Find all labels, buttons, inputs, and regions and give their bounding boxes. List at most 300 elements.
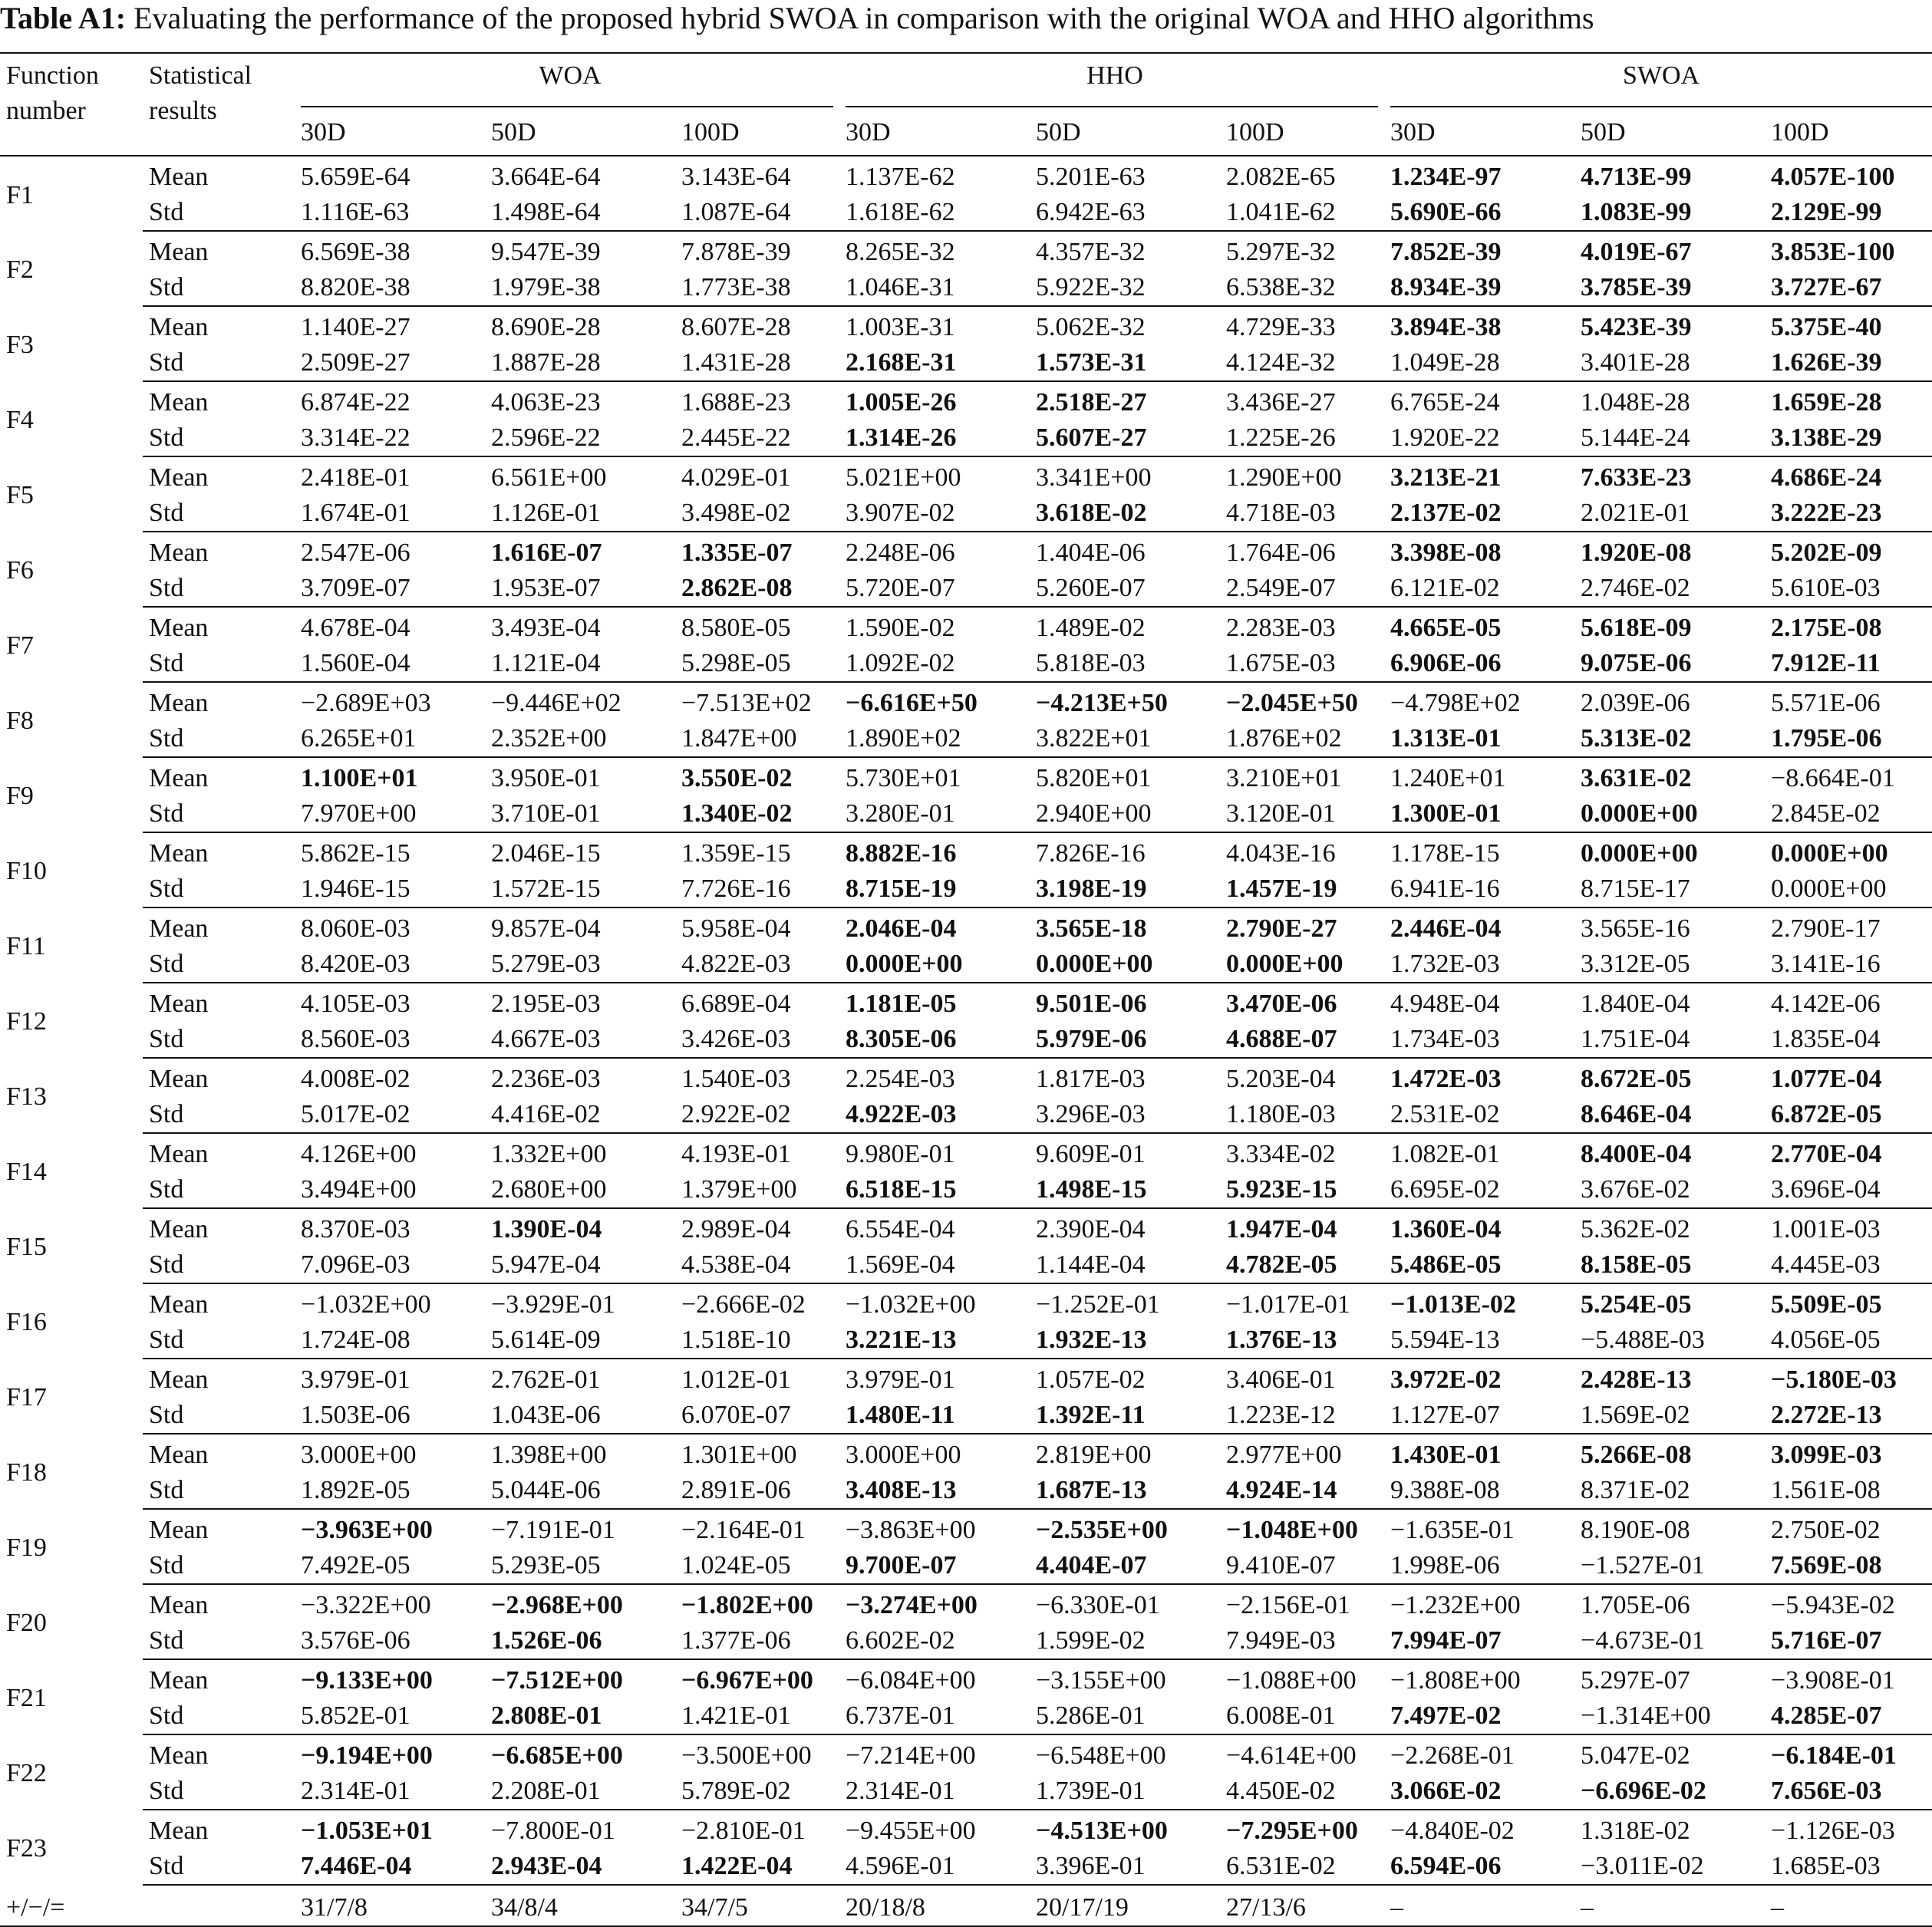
stat-label-cell: Mean [149,914,209,943]
value-cell: 4.043E-16 [1226,839,1336,868]
value-cell: 5.862E-15 [301,839,410,868]
value-cell: 9.857E-04 [491,914,601,943]
value-cell: 4.057E-100 [1771,163,1895,191]
value-cell: 3.406E-01 [1226,1365,1336,1394]
stat-label-cell: Std [143,1548,295,1584]
value-cell: −6.967E+00 [681,1666,813,1695]
value-cell: 3.979E-01 [846,1365,955,1394]
summary-value-cell: – [1574,1885,1765,1926]
value-cell: 2.531E-02 [1384,1097,1574,1133]
value-cell: −3.011E-02 [1574,1849,1765,1885]
value-cell: 1.340E-02 [675,796,839,832]
value-cell: −1.527E-01 [1574,1548,1765,1584]
value-cell: 1.618E-62 [839,195,1030,231]
stat-label-cell: Mean [149,990,209,1018]
function-number-cell: F6 [6,556,34,585]
summary-row [0,1885,1932,1926]
value-cell: 5.202E-09 [1771,539,1882,567]
stat-label-cell: Std [143,571,295,607]
stat-label-cell: Mean [149,1365,209,1394]
value-cell: 3.066E-02 [1384,1774,1574,1810]
value-cell: −2.810E-01 [681,1817,806,1845]
value-cell: 3.210E+01 [1226,764,1342,792]
table-row-std [0,1473,1932,1509]
table-row-std [0,1323,1932,1359]
value-cell: 7.096E-03 [295,1247,485,1283]
value-cell: −1.314E+00 [1574,1698,1765,1734]
value-cell: 5.610E-03 [1765,571,1932,607]
value-cell: 1.360E-04 [1390,1215,1502,1243]
value-cell: 1.313E-01 [1384,721,1574,757]
value-cell: 2.518E-27 [1036,388,1147,417]
value-cell: 1.480E-11 [839,1398,1030,1434]
function-number-cell: F4 [6,406,34,434]
table-row-mean [0,1810,1932,1849]
value-cell: 3.494E+00 [295,1172,485,1208]
value-cell: 3.565E-18 [1036,914,1147,943]
value-cell: 6.531E-02 [1220,1849,1384,1885]
value-cell: −5.180E-03 [1771,1365,1897,1394]
value-cell: 1.048E-28 [1581,388,1690,417]
summary-value-cell: – [1765,1885,1932,1926]
value-cell: 1.332E+00 [491,1140,607,1168]
table-row-std [0,1398,1932,1434]
value-cell: −3.863E+00 [846,1516,976,1544]
value-cell: 1.764E-06 [1226,539,1336,567]
value-cell: 3.950E-01 [491,764,601,792]
value-cell: 2.891E-06 [675,1473,839,1509]
value-cell: 5.286E-01 [1030,1698,1220,1734]
value-cell: 4.416E-02 [485,1097,675,1133]
value-cell: −1.802E+00 [681,1591,813,1619]
value-cell: 3.785E-39 [1574,270,1765,306]
value-cell: 8.158E-05 [1574,1247,1765,1283]
value-cell: 1.890E+02 [839,721,1030,757]
value-cell: 4.193E-01 [681,1140,791,1168]
stat-label-cell: Std [143,947,295,983]
value-cell: 1.092E-02 [839,646,1030,682]
value-cell: 7.569E-08 [1765,1548,1932,1584]
value-cell: 1.526E-06 [485,1623,675,1659]
value-cell: −1.017E-01 [1226,1290,1350,1319]
value-cell: −7.513E+02 [681,689,812,717]
value-cell: −3.929E-01 [491,1290,615,1319]
table-row-mean [0,456,1932,496]
value-cell: 8.715E-19 [839,871,1030,908]
value-cell: 1.024E-05 [675,1548,839,1584]
stat-label-cell: Mean [149,839,209,868]
function-number-cell: F11 [6,932,46,960]
value-cell: 4.357E-32 [1036,238,1146,266]
stat-label-cell: Mean [149,1666,209,1695]
function-number-cell: F14 [6,1158,47,1186]
value-cell: 1.724E-08 [295,1323,485,1359]
table-caption [0,0,1594,37]
value-cell: 8.190E-08 [1581,1516,1690,1544]
value-cell: 6.518E-15 [839,1172,1030,1208]
stat-label-cell: Mean [149,313,209,341]
value-cell: 3.822E+01 [1030,721,1220,757]
value-cell: 5.298E-05 [675,646,839,682]
value-cell: 1.223E-12 [1220,1398,1384,1434]
table-row-mean [0,1208,1932,1247]
value-cell: 1.181E-05 [846,990,957,1018]
function-number-cell: F2 [6,255,34,284]
value-cell: 9.410E-07 [1220,1548,1384,1584]
value-cell: 0.000E+00 [1765,871,1932,908]
value-cell: 4.718E-03 [1220,496,1384,532]
table-row-mean [0,156,1932,195]
value-cell: 4.596E-01 [839,1849,1030,1885]
value-cell: 6.695E-02 [1384,1172,1574,1208]
value-cell: 4.029E-01 [681,463,791,492]
value-cell: 1.773E-38 [675,270,839,306]
value-cell: −6.548E+00 [1036,1741,1166,1770]
value-cell: 2.596E-22 [485,420,675,456]
value-cell: 5.618E-09 [1581,614,1692,642]
value-cell: −2.666E-02 [681,1290,806,1319]
stat-label-cell: Mean [149,689,209,717]
value-cell: 3.280E-01 [839,796,1030,832]
value-cell: 1.126E-01 [485,496,675,532]
table-row-std [0,1172,1932,1208]
value-cell: 5.958E-04 [681,914,791,943]
value-cell: 1.876E+02 [1220,721,1384,757]
value-cell: 1.049E-28 [1384,345,1574,381]
value-cell: 8.370E-03 [301,1215,410,1243]
value-cell: 1.379E+00 [675,1172,839,1208]
value-cell: 1.335E-07 [681,539,793,567]
value-cell: 6.737E-01 [839,1698,1030,1734]
summary-label-cell: +/−/= [0,1885,295,1926]
value-cell: 5.923E-15 [1220,1172,1384,1208]
value-cell: 5.818E-03 [1030,646,1220,682]
stat-label-cell: Std [143,1774,295,1810]
value-cell: 8.560E-03 [295,1022,485,1058]
value-cell: 2.428E-13 [1581,1365,1692,1394]
value-cell: 6.906E-06 [1384,646,1574,682]
value-cell: 2.790E-17 [1771,914,1881,943]
value-cell: 0.000E+00 [1574,796,1765,832]
value-cell: 5.423E-39 [1581,313,1692,341]
value-cell: 3.401E-28 [1574,345,1765,381]
function-number-cell: F17 [6,1383,47,1411]
value-cell: 1.590E-02 [846,614,955,642]
value-cell: −6.696E-02 [1574,1774,1765,1810]
stat-label-cell: Mean [149,1441,209,1469]
value-cell: 1.398E+00 [491,1441,607,1469]
value-cell: 2.547E-06 [301,539,410,567]
value-cell: 5.720E-07 [839,571,1030,607]
value-cell: 3.493E-04 [491,614,601,642]
table-row-std [0,1698,1932,1734]
value-cell: 1.560E-04 [295,646,485,682]
value-cell: 3.894E-38 [1390,313,1502,341]
value-cell: 1.390E-04 [491,1215,602,1243]
value-cell: 3.213E-21 [1390,463,1502,492]
value-cell: 1.887E-28 [485,345,675,381]
function-number-cell: F12 [6,1007,47,1036]
table-caption-label: Table A1: [0,1,127,35]
value-cell: 1.920E-08 [1581,539,1692,567]
value-cell: 3.576E-06 [295,1623,485,1659]
value-cell: 5.362E-02 [1581,1215,1690,1243]
value-cell: 5.509E-05 [1771,1290,1882,1319]
value-cell: 1.300E-01 [1384,796,1574,832]
function-number-cell: F9 [6,782,34,810]
value-cell: 5.979E-06 [1030,1022,1220,1058]
stat-label-cell: Std [143,270,295,306]
statistical-results-header-line2: results [149,97,217,125]
value-cell: 1.359E-15 [681,839,791,868]
value-cell: 1.835E-04 [1765,1022,1932,1058]
value-cell: 2.770E-04 [1771,1140,1882,1168]
value-cell: 2.254E-03 [846,1065,955,1093]
stat-label-cell: Std [143,646,295,682]
value-cell: 3.426E-03 [675,1022,839,1058]
value-cell: 6.070E-07 [675,1398,839,1434]
value-cell: 3.979E-01 [301,1365,410,1394]
value-cell: 0.000E+00 [1220,947,1384,983]
value-cell: 4.686E-24 [1771,463,1882,492]
value-cell: 3.727E-67 [1765,270,1932,306]
value-cell: −8.664E-01 [1771,764,1895,792]
value-cell: 3.408E-13 [839,1473,1030,1509]
value-cell: 1.127E-07 [1384,1398,1574,1434]
value-cell: 1.043E-06 [485,1398,675,1434]
value-cell: 2.445E-22 [675,420,839,456]
value-cell: −1.013E-02 [1390,1290,1516,1319]
value-cell: 2.195E-03 [491,990,601,1018]
function-number-cell: F23 [6,1834,47,1863]
value-cell: 4.285E-07 [1765,1698,1932,1734]
value-cell: 1.795E-06 [1765,721,1932,757]
value-cell: −6.184E-01 [1771,1741,1897,1770]
function-number-cell: F7 [6,631,34,660]
value-cell: 3.143E-64 [681,163,791,191]
value-cell: 4.124E-32 [1220,345,1384,381]
stat-label-cell: Mean [149,1140,209,1168]
value-cell: 6.121E-02 [1384,571,1574,607]
value-cell: 1.430E-01 [1390,1441,1502,1469]
value-cell: 2.175E-08 [1771,614,1882,642]
dimension-header: 50D [1574,107,1765,156]
value-cell: 1.376E-13 [1220,1323,1384,1359]
value-cell: 6.874E-22 [301,388,410,417]
value-cell: 9.609E-01 [1036,1140,1146,1168]
stat-label-cell: Std [143,721,295,757]
value-cell: 1.674E-01 [295,496,485,532]
value-cell: 5.659E-64 [301,163,410,191]
function-number-cell: F19 [6,1533,47,1562]
value-cell: 5.716E-07 [1765,1623,1932,1659]
stat-label-cell: Std [143,1398,295,1434]
value-cell: 1.046E-31 [839,270,1030,306]
stat-label-cell: Std [143,871,295,908]
table-body [0,156,1932,1926]
value-cell: 5.266E-08 [1581,1441,1692,1469]
value-cell: 1.083E-99 [1574,195,1765,231]
stat-label-cell: Mean [149,764,209,792]
value-cell: 7.970E+00 [295,796,485,832]
group-header-hho-label: HHO [1086,61,1143,90]
value-cell: 2.208E-01 [485,1774,675,1810]
function-number-cell: F10 [6,857,47,885]
value-cell: 1.404E-06 [1036,539,1146,567]
value-cell: 3.396E-01 [1030,1849,1220,1885]
stat-label-cell: Mean [149,1290,209,1319]
value-cell: 1.847E+00 [675,721,839,757]
value-cell: 3.341E+00 [1036,463,1152,492]
value-cell: 5.571E-06 [1771,689,1881,717]
value-cell: −3.963E+00 [301,1516,433,1544]
stat-label-cell: Std [143,1623,295,1659]
value-cell: 2.283E-03 [1226,614,1336,642]
value-cell: 4.126E+00 [301,1140,417,1168]
value-cell: 5.293E-05 [485,1548,675,1584]
table-row-std [0,1623,1932,1659]
value-cell: 5.852E-01 [295,1698,485,1734]
function-number-cell: F8 [6,707,34,735]
value-cell: 2.845E-02 [1765,796,1932,832]
value-cell: 3.498E-02 [675,496,839,532]
value-cell: −1.635E-01 [1390,1516,1515,1544]
value-cell: 0.000E+00 [1581,839,1698,868]
value-cell: 3.296E-03 [1030,1097,1220,1133]
value-cell: −5.943E-02 [1771,1591,1895,1619]
value-cell: −9.133E+00 [301,1666,433,1695]
value-cell: 2.746E-02 [1574,571,1765,607]
value-cell: 4.063E-23 [491,388,601,417]
value-cell: 5.254E-05 [1581,1290,1692,1319]
value-cell: 2.862E-08 [675,571,839,607]
table-row-std [0,721,1932,757]
dimension-header: 30D [1384,107,1574,156]
value-cell: −2.968E+00 [491,1591,623,1619]
value-cell: 8.715E-17 [1574,871,1765,908]
stat-label-cell: Mean [149,163,209,191]
value-cell: 1.489E-02 [1036,614,1146,642]
value-cell: 1.234E-97 [1390,163,1502,191]
value-cell: 1.472E-03 [1390,1065,1502,1093]
value-cell: −3.322E+00 [301,1591,431,1619]
value-cell: 3.314E-22 [295,420,485,456]
value-cell: 5.297E-32 [1226,238,1336,266]
stat-label-cell: Mean [149,463,209,492]
value-cell: 1.077E-04 [1771,1065,1882,1093]
value-cell: 2.943E-04 [485,1849,675,1885]
value-cell: −7.295E+00 [1226,1817,1358,1845]
value-cell: 6.538E-32 [1220,270,1384,306]
value-cell: 3.907E-02 [839,496,1030,532]
value-cell: 1.421E-01 [675,1698,839,1734]
value-cell: 1.144E-04 [1030,1247,1220,1283]
value-cell: 1.953E-07 [485,571,675,607]
stat-label-cell: Std [143,195,295,231]
value-cell: 1.599E-02 [1030,1623,1220,1659]
value-cell: 2.272E-13 [1765,1398,1932,1434]
value-cell: 2.390E-04 [1036,1215,1146,1243]
value-cell: 8.882E-16 [846,839,957,868]
table-row-std [0,195,1932,231]
value-cell: −3.500E+00 [681,1741,812,1770]
table-row-std [0,420,1932,456]
value-cell: 1.498E-64 [485,195,675,231]
value-cell: 2.790E-27 [1226,914,1337,943]
value-cell: 1.998E-06 [1384,1548,1574,1584]
value-cell: 1.688E-23 [681,388,791,417]
value-cell: 1.932E-13 [1030,1323,1220,1359]
stat-label-cell: Std [143,1323,295,1359]
value-cell: 3.312E-05 [1574,947,1765,983]
value-cell: 8.607E-28 [681,313,791,341]
value-cell: 4.729E-33 [1226,313,1336,341]
function-number-cell: F16 [6,1308,47,1336]
value-cell: 4.450E-02 [1220,1774,1384,1810]
value-cell: −7.191E-01 [491,1516,615,1544]
table-row-std [0,571,1932,607]
value-cell: 2.046E-15 [491,839,601,868]
group-header-woa-label: WOA [539,61,602,90]
table-row-std [0,1548,1932,1584]
value-cell: 4.445E-03 [1765,1247,1932,1283]
value-cell: 3.436E-27 [1226,388,1336,417]
value-cell: 3.099E-03 [1771,1441,1882,1469]
value-cell: 1.100E+01 [301,764,418,792]
value-cell: 2.977E+00 [1226,1441,1342,1469]
value-cell: 4.538E-04 [675,1247,839,1283]
value-cell: 5.297E-07 [1581,1666,1690,1695]
value-cell: 1.626E-39 [1765,345,1932,381]
value-cell: 5.201E-63 [1036,163,1146,191]
value-cell: 1.732E-03 [1384,947,1574,983]
function-number-cell: F15 [6,1233,47,1261]
value-cell: −7.800E-01 [491,1817,615,1845]
group-header-swoa [1384,53,1932,107]
value-cell: −4.513E+00 [1036,1817,1168,1845]
value-cell: 1.116E-63 [295,195,485,231]
value-cell: 3.000E+00 [301,1441,417,1469]
value-cell: 3.710E-01 [485,796,675,832]
stat-label-cell: Std [143,496,295,532]
function-number-cell: F5 [6,481,34,509]
value-cell: 1.057E-02 [1036,1365,1146,1394]
stat-label-cell: Std [143,1473,295,1509]
value-cell: −1.088E+00 [1226,1666,1357,1695]
dimension-header: 30D [839,107,1030,156]
value-cell: 9.547E-39 [491,238,601,266]
value-cell: 3.618E-02 [1030,496,1220,532]
value-cell: 4.056E-05 [1765,1323,1932,1359]
value-cell: 3.470E-06 [1226,990,1337,1018]
value-cell: 5.062E-32 [1036,313,1146,341]
value-cell: 9.075E-06 [1574,646,1765,682]
stat-label-cell: Mean [149,1215,209,1243]
table-row-mean [0,682,1932,721]
value-cell: 6.265E+01 [295,721,485,757]
value-cell: 5.594E-13 [1384,1323,1574,1359]
value-cell: 0.000E+00 [1771,839,1888,868]
value-cell: 3.565E-16 [1581,914,1690,943]
value-cell: 8.934E-39 [1384,270,1574,306]
value-cell: 8.820E-38 [295,270,485,306]
table-row-mean [0,1058,1932,1097]
table-row-mean [0,607,1932,646]
value-cell: 2.940E+00 [1030,796,1220,832]
table-row-mean [0,757,1932,796]
value-cell: 3.696E-04 [1765,1172,1932,1208]
value-cell: 3.138E-29 [1765,420,1932,456]
